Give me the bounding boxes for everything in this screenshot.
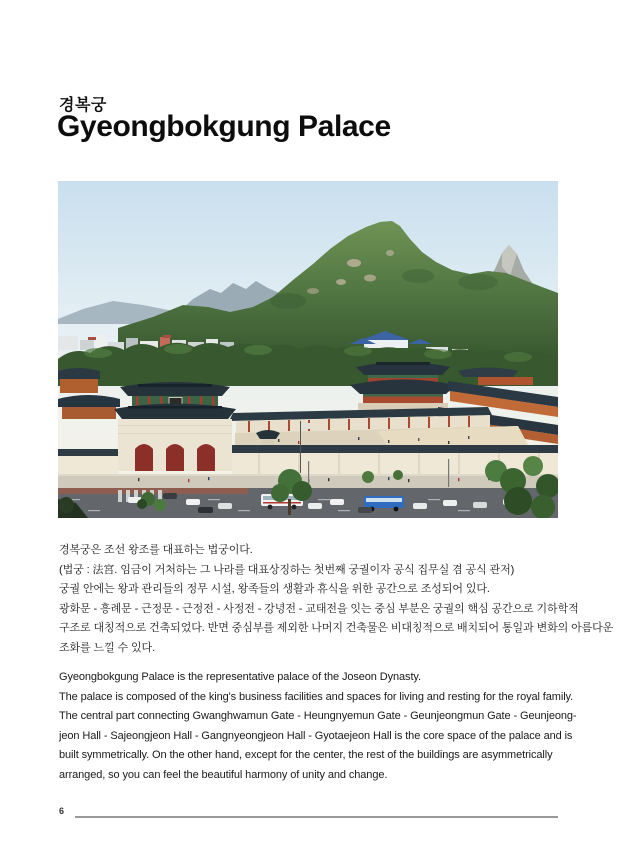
english-line: arranged, so you can feel the beautiful harmony of unity and change. <box>59 768 388 781</box>
korean-line: 조화를 느낄 수 있다. <box>59 641 156 654</box>
page-title-english: Gyeongbokgung Palace <box>57 110 391 143</box>
korean-line: 광화문 - 흥례문 - 근정문 - 근정전 - 사정전 - 강녕전 - 교태전을 잇는 중심 부분은 궁궐의 핵심 공간으로 기하학적 <box>59 602 579 615</box>
english-line: Gyeongbokgung Palace is the representative palace of the Joseon Dynasty. <box>59 671 421 683</box>
korean-line: 구조로 대칭적으로 건축되었다. 반면 중심부를 제외한 나머지 건축물은 비대칭적으로 배치되어 통일과 변화의 아름다운 <box>59 622 614 635</box>
english-line: jeon Hall - Sajeongjeon Hall - Gangnyeongjeon Hall - Gyotaejeon Hall is the core space of the palace and is <box>59 729 573 742</box>
english-line: built symmetrically. On the other hand, except for the center, the rest of the buildings are asymmetrically <box>59 749 553 762</box>
page-number: 6 <box>59 806 65 816</box>
palace-photo <box>58 181 558 518</box>
english-line: The central part connecting Gwanghwamun Gate - Heungnyemun Gate - Geunjeongmun Gate - Geunjeong- <box>59 710 577 723</box>
palace-photo-illustration <box>58 181 558 518</box>
korean-line: 경복궁은 조선 왕조를 대표하는 법궁이다. <box>59 544 253 556</box>
page-title-korean: 경복궁 <box>59 97 107 114</box>
english-line: The palace is composed of the king's business facilities and spaces for living and resting for the royal family. <box>59 690 574 703</box>
footer-divider <box>75 816 558 818</box>
gwanghwamun-gate <box>114 382 236 471</box>
english-paragraph <box>59 668 577 786</box>
korean-paragraph <box>59 541 614 659</box>
korean-line: 궁궐 안에는 왕과 관리들의 정무 시설, 왕족들의 생활과 휴식을 위한 공간으로 조성되어 있다. <box>59 583 490 596</box>
korean-line: (법궁 : 法宮. 임금이 거처하는 그 나라를 대표상징하는 첫번째 궁궐이자 공식 집무실 겸 공식 관저) <box>59 563 515 576</box>
